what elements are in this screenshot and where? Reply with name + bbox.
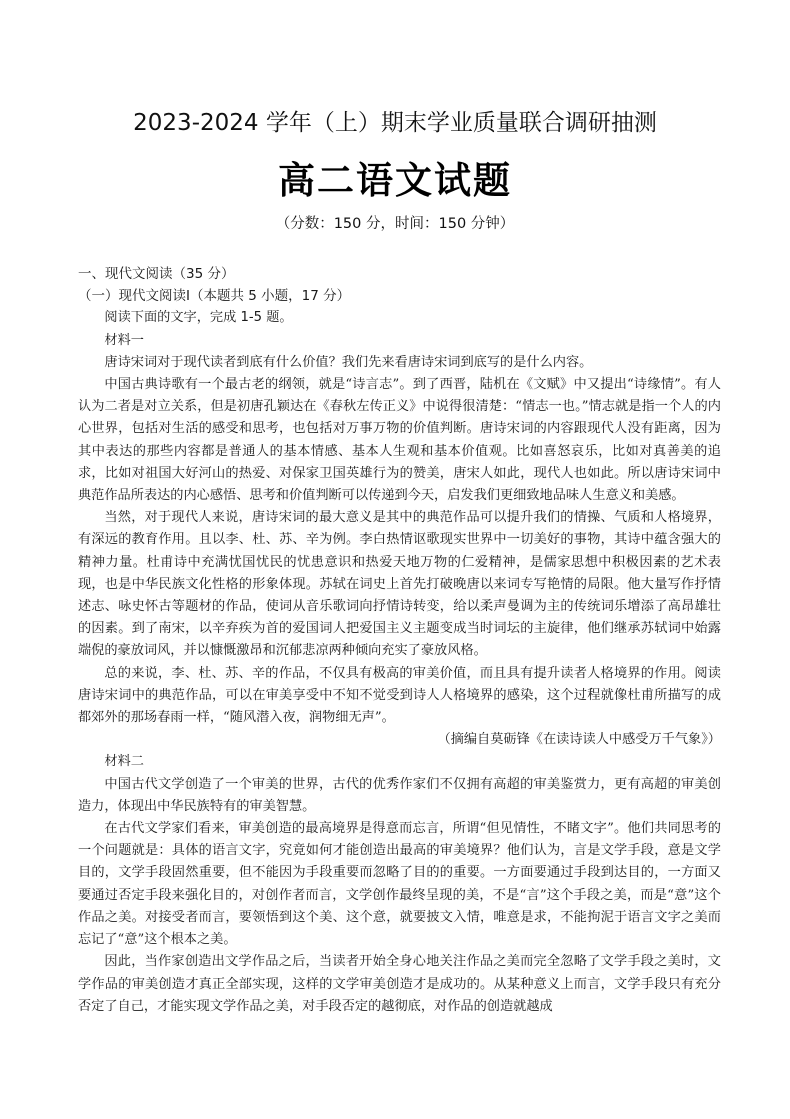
material1-paragraph: 唐诗宋词对于现代读者到底有什么价值？我们先来看唐诗宋词到底写的是什么内容。 (104, 354, 593, 370)
section-heading: 一、现代文阅读（35 分） (78, 266, 235, 282)
material2-paragraph: 因此，当作家创造出文学作品之后，当读者开始全身心地关注作品之美而完全忽略了文学手段之美时，文学作品的审美创造才真正全部实现，这样的文学审美创造才是成功的。从某种意义上而言，文学手段只有充分否定了自己，才能实现文学作品之美，对手段否定的越彻底，对作品的创造就越成 (78, 954, 721, 1014)
exam-content (78, 263, 721, 1018)
material2-paragraph: 在古代文学家们看来，审美创造的最高境界是得意而忘言，所谓“但见情性，不睹文字”。他们共同思考的一个问题就是：具体的语言文字，究竟如何才能创造出最高的审美境界？他们认为，言是文学手段，意是文学目的，文学手段固然重要，但不能因为手段重要而忽略了目的的重要。一方面要通过手段到达目的，一方面又要通过否定手段来强化目的，对创作者而言，文学创作最终呈现的美，不是“言”这个手段之美，而是“意”这个作品之美。对接受者而言，要领悟到这个美、这个意，就要披文入情，唯意是求，不能拘泥于语言文字之美而忘记了“意”这个根本之美。 (78, 821, 721, 948)
material2-paragraph: 中国古代文学创造了一个审美的世界，古代的优秀作家们不仅拥有高超的审美鉴赏力，更有高超的审美创造力，体现出中华民族特有的审美智慧。 (78, 776, 721, 814)
exam-title: 2023-2024 学年（上）期末学业质量联合调研抽测 (133, 110, 657, 136)
material2-label: 材料二 (104, 754, 144, 770)
material1-paragraph: 当然，对于现代人来说，唐诗宋词的最大意义是其中的典范作品可以提升我们的情操、气质和人格境界，有深远的教育作用。且以李、杜、苏、辛为例。李白热情讴歌现实世界中一切美好的事物，其诗中蕴含强大的精神力量。杜甫诗中充满忧国忧民的忧患意识和热爱天地万物的仁爱精神，是儒家思想中积极因素的艺术表现，也是中华民族文化性格的形象体现。苏轼在词史上首先打破晚唐以来词专写艳情的局限。他大量写作抒情述志、咏史怀古等题材的作品，使词从音乐歌词向抒情诗转变，给以柔声曼调为主的传统词乐增添了高昂雄壮的因素。到了南宋，以辛弃疾为首的爱国词人把爱国主义主题变成当时词坛的主旋律，他们继承苏轼词中始露端倪的豪放词风，并以慷慨激昂和沉郁悲凉两种倾向充实了豪放风格。 (78, 510, 721, 659)
exam-info: （分数：150 分，时间：150 分钟） (275, 216, 515, 232)
material1-paragraph: 中国古典诗歌有一个最古老的纲领，就是“诗言志”。到了西晋，陆机在《文赋》中又提出“诗缘情”。有人认为二者是对立关系，但是初唐孔颖达在《春秋左传正义》中说得很清楚：“情志一也。”情志就是指一个人的内心世界，包括对生活的感受和思考，也包括对万事万物的价值判断。唐诗宋词的内容跟现代人没有距离，因为其中表达的那些内容都是普通人的基本情感、基本人生观和基本价值观。比如喜怒哀乐，比如对真善美的追求，比如对祖国大好河山的热爱、对保家卫国英雄行为的赞美，唐宋人如此，现代人也如此。所以唐诗宋词中典范作品所表达的内心感悟、思考和价值判断可以传递到今天，启发我们更细致地品味人生意义和美感。 (78, 377, 721, 504)
subject-title: 高二语文试题 (278, 159, 512, 202)
reading-instruction: 阅读下面的文字，完成 1-5 题。 (104, 310, 293, 326)
sub-section-heading: （一）现代文阅读Ⅰ（本题共 5 小题，17 分） (78, 288, 351, 305)
material1-paragraph: 总的来说，李、杜、苏、辛的作品，不仅具有极高的审美价值，而且具有提升读者人格境界的作用。阅读唐诗宋词中的典范作品，可以在审美享受中不知不觉受到诗人人格境界的感染，这个过程就像杜甫所描写的成都郊外的那场春雨一样，“随风潜入夜，润物细无声”。 (78, 665, 721, 726)
material1-label: 材料一 (104, 332, 144, 348)
material1-source: （摘编自莫砺锋《在读诗读人中感受万千气象》） (437, 732, 721, 748)
